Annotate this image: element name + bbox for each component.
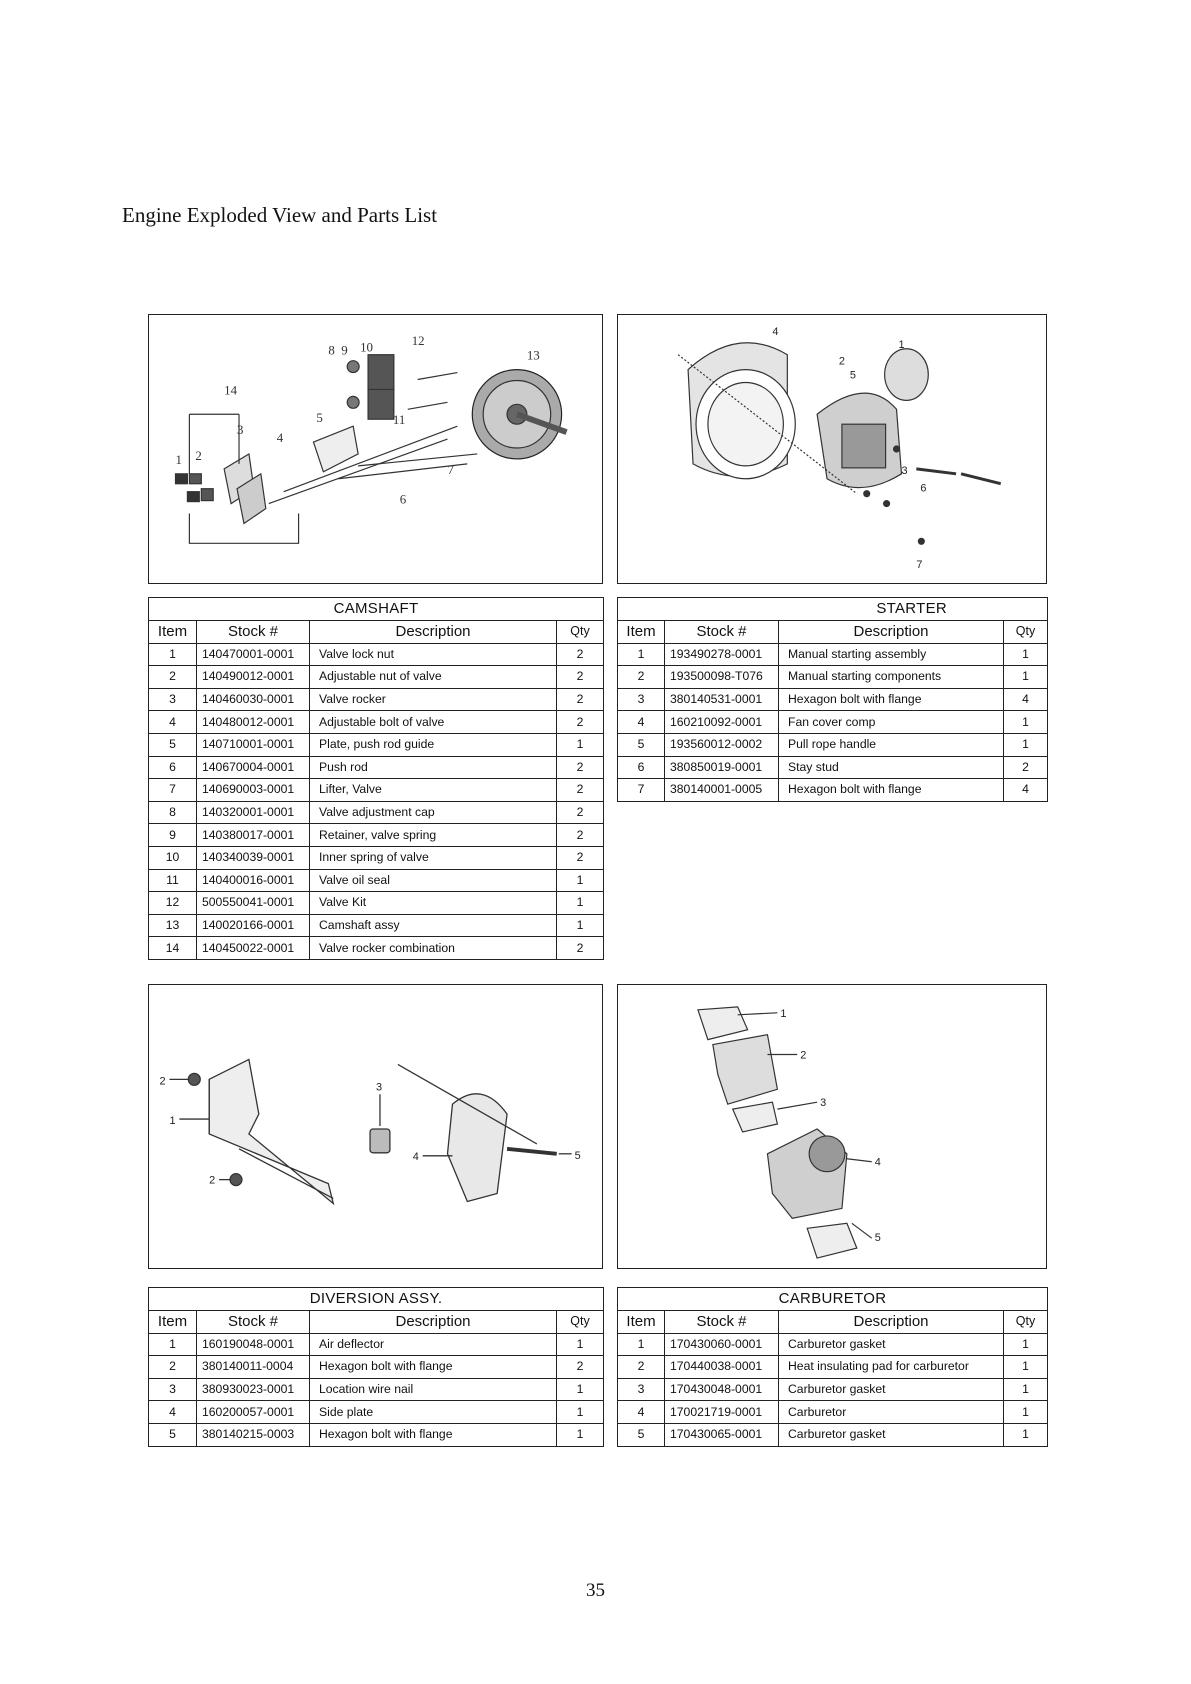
col-stock: Stock # (665, 620, 779, 643)
table-row: 4 140480012-0001 Adjustable bolt of valve 2 (149, 711, 604, 734)
carburetor-diagram (617, 984, 1047, 1269)
table-row: 1 140470001-0001 Valve lock nut 2 (149, 643, 604, 666)
table-row: 2 140490012-0001 Adjustable nut of valve 2 (149, 666, 604, 689)
table-row: 5 170430065-0001 Carburetor gasket 1 (618, 1423, 1048, 1446)
table-row: 7 140690003-0001 Lifter, Valve 2 (149, 779, 604, 802)
col-stock: Stock # (197, 620, 310, 643)
callout-7: 7 (447, 462, 454, 477)
starter-diagram (617, 314, 1047, 584)
callout-4: 4 (276, 431, 284, 446)
table-row: 2 193500098-T076 Manual starting components 1 (618, 666, 1048, 689)
diversion-diagram (148, 984, 603, 1269)
table-row: 5 380140215-0003 Hexagon bolt with flange 1 (149, 1423, 604, 1446)
table-row: 3 140460030-0001 Valve rocker 2 (149, 688, 604, 711)
callout-6: 6 (399, 492, 407, 507)
camshaft-diagram (148, 314, 603, 584)
table-row: 7 380140001-0005 Hexagon bolt with flange 4 (618, 779, 1048, 802)
callout-9: 9 (341, 343, 348, 358)
table-row: 11 140400016-0001 Valve oil seal 1 (149, 869, 604, 892)
callout-8: 8 (328, 343, 335, 358)
col-item: Item (149, 1310, 197, 1333)
starter-callout-4: 4 (772, 325, 779, 338)
callout-1: 1 (175, 452, 182, 467)
table-row: 5 193560012-0002 Pull rope handle 1 (618, 733, 1048, 756)
callout-12: 12 (411, 333, 425, 348)
col-item: Item (618, 1310, 665, 1333)
diversion-callout-4: 4 (412, 1150, 419, 1163)
col-stock: Stock # (665, 1310, 779, 1333)
col-qty: Qty (557, 1310, 604, 1333)
carb-callout-3: 3 (820, 1097, 827, 1110)
table-row: 3 170430048-0001 Carburetor gasket 1 (618, 1378, 1048, 1401)
carb-callout-4: 4 (874, 1156, 881, 1169)
col-qty: Qty (1004, 620, 1048, 643)
callout-10: 10 (360, 340, 374, 355)
col-stock: Stock # (197, 1310, 310, 1333)
diversion-callout-5: 5 (574, 1149, 581, 1162)
callout-11: 11 (392, 413, 406, 428)
col-description: Description (779, 1310, 1004, 1333)
table-row: 10 140340039-0001 Inner spring of valve 2 (149, 846, 604, 869)
page-title: Engine Exploded View and Parts List (122, 203, 438, 227)
callout-14: 14 (224, 383, 238, 398)
callout-13: 13 (526, 348, 540, 363)
col-qty: Qty (557, 620, 604, 643)
table-row: 5 140710001-0001 Plate, push rod guide 1 (149, 733, 604, 756)
table-row: 1 170430060-0001 Carburetor gasket 1 (618, 1333, 1048, 1356)
starter-callout-7: 7 (916, 559, 923, 572)
camshaft-parts-table (148, 597, 604, 960)
table-caption: STARTER (618, 598, 1048, 621)
table-row: 13 140020166-0001 Camshaft assy 1 (149, 914, 604, 937)
carb-callout-5: 5 (874, 1232, 881, 1245)
col-description: Description (310, 620, 557, 643)
col-item: Item (618, 620, 665, 643)
table-row: 12 500550041-0001 Valve Kit 1 (149, 892, 604, 915)
table-row: 9 140380017-0001 Retainer, valve spring 2 (149, 824, 604, 847)
col-qty: Qty (1004, 1310, 1048, 1333)
starter-callout-3: 3 (901, 464, 908, 477)
diversion-callout-2a: 2 (159, 1075, 166, 1088)
starter-parts-table (617, 597, 1048, 802)
diversion-callout-3: 3 (375, 1081, 383, 1094)
table-row: 1 160190048-0001 Air deflector 1 (149, 1333, 604, 1356)
table-caption: CAMSHAFT (149, 598, 604, 621)
page-number: 35 (586, 1580, 605, 1601)
diversion-callout-2b: 2 (209, 1174, 216, 1187)
col-description: Description (779, 620, 1004, 643)
starter-callout-5: 5 (849, 369, 856, 382)
diversion-callout-1: 1 (169, 1115, 176, 1128)
table-caption: CARBURETOR (618, 1288, 1048, 1311)
table-row: 14 140450022-0001 Valve rocker combination 2 (149, 937, 604, 960)
col-item: Item (149, 620, 197, 643)
table-row: 2 170440038-0001 Heat insulating pad for carburetor 1 (618, 1356, 1048, 1379)
table-row: 8 140320001-0001 Valve adjustment cap 2 (149, 801, 604, 824)
table-row: 3 380140531-0001 Hexagon bolt with flange 4 (618, 688, 1048, 711)
table-row: 2 380140011-0004 Hexagon bolt with flange 2 (149, 1356, 604, 1379)
diversion-parts-table (148, 1287, 604, 1447)
callout-3: 3 (237, 423, 244, 438)
table-row: 4 160210092-0001 Fan cover comp 1 (618, 711, 1048, 734)
table-row: 4 170021719-0001 Carburetor 1 (618, 1401, 1048, 1424)
table-caption: DIVERSION ASSY. (149, 1288, 604, 1311)
table-row: 6 380850019-0001 Stay stud 2 (618, 756, 1048, 779)
starter-callout-2: 2 (838, 355, 846, 368)
carb-callout-2: 2 (800, 1049, 807, 1062)
carb-callout-1: 1 (780, 1007, 787, 1020)
table-row: 3 380930023-0001 Location wire nail 1 (149, 1378, 604, 1401)
starter-callout-1: 1 (898, 338, 905, 351)
starter-callout-6: 6 (920, 482, 927, 495)
callout-5: 5 (316, 411, 323, 426)
table-row: 6 140670004-0001 Push rod 2 (149, 756, 604, 779)
callout-2: 2 (195, 448, 202, 463)
carburetor-parts-table (617, 1287, 1048, 1447)
table-row: 4 160200057-0001 Side plate 1 (149, 1401, 604, 1424)
col-description: Description (310, 1310, 557, 1333)
table-row: 1 193490278-0001 Manual starting assembly 1 (618, 643, 1048, 666)
